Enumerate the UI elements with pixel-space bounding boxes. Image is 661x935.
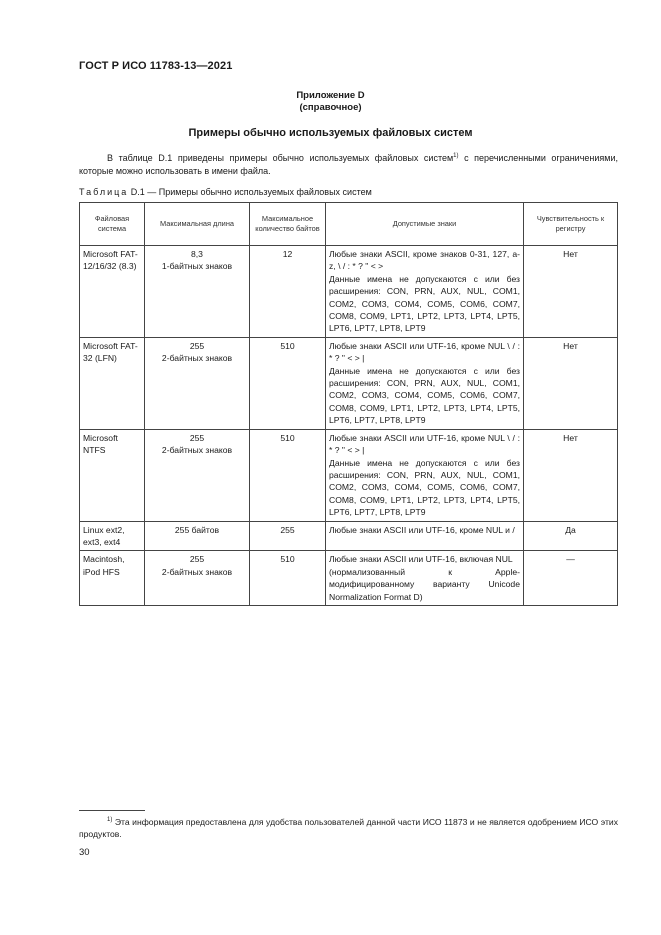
cell-max-bytes: 510 <box>250 429 326 521</box>
cell-allowed-chars <box>326 551 524 606</box>
section-title: Примеры обычно используемых файловых систем <box>188 127 473 139</box>
cell-max-length <box>145 521 250 551</box>
table-row <box>80 246 618 338</box>
col-header-max-bytes: Максимальное количество байтов <box>250 203 326 246</box>
annex-heading <box>0 90 661 114</box>
page-number: 30 <box>79 847 90 858</box>
intro-text-before: В таблице D.1 приведены примеры обычно используемых файловых систем <box>107 153 454 163</box>
allowed-chars-text: Любые знаки ASCII или UTF-16, кроме NUL и / <box>329 524 515 535</box>
footnote-reference[interactable]: 1) <box>453 153 459 159</box>
table-caption <box>79 187 372 197</box>
document-header: ГОСТ Р ИСО 11783-13—2021 <box>79 60 233 72</box>
reserved-names-text: Данные имена не допускаются с или без расширения: CON, PRN, AUX, NUL, COM1, COM2, COM3, COM4, COM5, COM6, COM7, COM8, COM9, LPT1, LPT2, LPT3, LPT4, LPT5, LPT6, LPT7, LPT8, LPT9 <box>329 273 520 334</box>
annex-subtitle: (справочное) <box>299 102 362 113</box>
filesystems-table <box>79 202 618 606</box>
cell-filesystem: Microsoft FAT-12/16/32 (8.3) <box>80 246 145 338</box>
reserved-names-text: Данные имена не допускаются с или без расширения: CON, PRN, AUX, NUL, COM1, COM2, COM3, COM4, COM5, COM6, COM7, COM8, COM9, LPT1, LPT2, LPT3, LPT4, LPT5, LPT6, LPT7, LPT8, LPT9 <box>329 457 520 518</box>
footnote-mark: 1) <box>107 817 113 823</box>
intro-text-after: с перечисленными ограничениями, которые можно использовать в имени файла. <box>79 153 618 176</box>
max-length-unit: 2-байтных знаков <box>161 353 233 364</box>
cell-max-bytes: 510 <box>250 337 326 429</box>
allowed-chars-text: Любые знаки ASCII или UTF-16, кроме NUL \ / : * ? " < > | <box>329 340 520 364</box>
cell-filesystem: Macintosh, iPod HFS <box>80 551 145 606</box>
cell-max-bytes: 255 <box>250 521 326 551</box>
cell-allowed-chars <box>326 429 524 521</box>
max-length-value: 255 <box>189 554 205 565</box>
max-length-value: 255 <box>189 432 205 443</box>
allowed-chars-text: Любые знаки ASCII, кроме знаков 0-31, 127, a-z, \ / : * ? " < > <box>329 249 520 272</box>
table-row <box>80 429 618 521</box>
col-header-case-sensitivity: Чувствительность к регистру <box>524 203 618 246</box>
cell-max-bytes: 510 <box>250 551 326 606</box>
cell-filesystem: Microsoft NTFS <box>80 429 145 521</box>
cell-max-length <box>145 551 250 606</box>
footnote-divider <box>79 810 145 811</box>
max-length-value: 8,3 <box>191 249 203 259</box>
table-row <box>80 551 618 606</box>
cell-max-length <box>145 337 250 429</box>
table-row <box>80 337 618 429</box>
max-length-value: 255 байтов <box>174 524 220 535</box>
cell-max-length <box>145 246 250 338</box>
cell-max-bytes: 12 <box>250 246 326 338</box>
cell-filesystem: Linux ext2, ext3, ext4 <box>80 521 145 551</box>
allowed-chars-text: Любые знаки ASCII или UTF-16, включая NUL <box>329 554 513 565</box>
footnote-text: Эта информация предоставлена для удобства пользователей данной части ИСО 11873 и не является одобрением ИСО этих продуктов. <box>79 817 618 839</box>
intro-paragraph <box>79 152 618 178</box>
allowed-chars-text: Любые знаки ASCII или UTF-16, кроме NUL \ / : * ? " < > | <box>329 432 520 456</box>
reserved-names-text: Данные имена не допускаются с или без расширения: CON, PRN, AUX, NUL, COM1, COM2, COM3, COM4, COM5, COM6, COM7, COM8, COM9, LPT1, LPT2, LPT3, LPT4, LPT5, LPT6, LPT7, LPT8, LPT9 <box>329 365 520 426</box>
table-caption-text: D.1 — Примеры обычно используемых файловых систем <box>128 187 372 197</box>
col-header-allowed-chars: Допустимые знаки <box>326 203 524 246</box>
table-caption-label: Таблица <box>79 187 129 197</box>
footnote <box>79 816 618 840</box>
cell-max-length <box>145 429 250 521</box>
col-header-filesystem: Файловая система <box>80 203 145 246</box>
cell-case-sensitivity: Да <box>524 521 618 551</box>
max-length-unit: 2-байтных знаков <box>161 445 233 456</box>
normalization-note: (нормализованный к Apple-модифицированному варианту Unicode Normalization Format D) <box>329 566 520 602</box>
cell-allowed-chars <box>326 521 524 551</box>
max-length-value: 255 <box>189 340 205 351</box>
table-row <box>80 521 618 551</box>
cell-case-sensitivity: Нет <box>524 429 618 521</box>
max-length-unit: 2-байтных знаков <box>161 566 233 577</box>
cell-allowed-chars <box>326 246 524 338</box>
cell-case-sensitivity: Нет <box>524 337 618 429</box>
col-header-max-length: Максимальная длина <box>145 203 250 246</box>
cell-case-sensitivity: — <box>524 551 618 606</box>
cell-case-sensitivity: Нет <box>524 246 618 338</box>
annex-title: Приложение D <box>296 90 365 101</box>
table-header-row <box>80 203 618 246</box>
max-length-unit: 1-байтных знаков <box>161 261 233 272</box>
cell-filesystem: Microsoft FAT-32 (LFN) <box>80 337 145 429</box>
cell-allowed-chars <box>326 337 524 429</box>
